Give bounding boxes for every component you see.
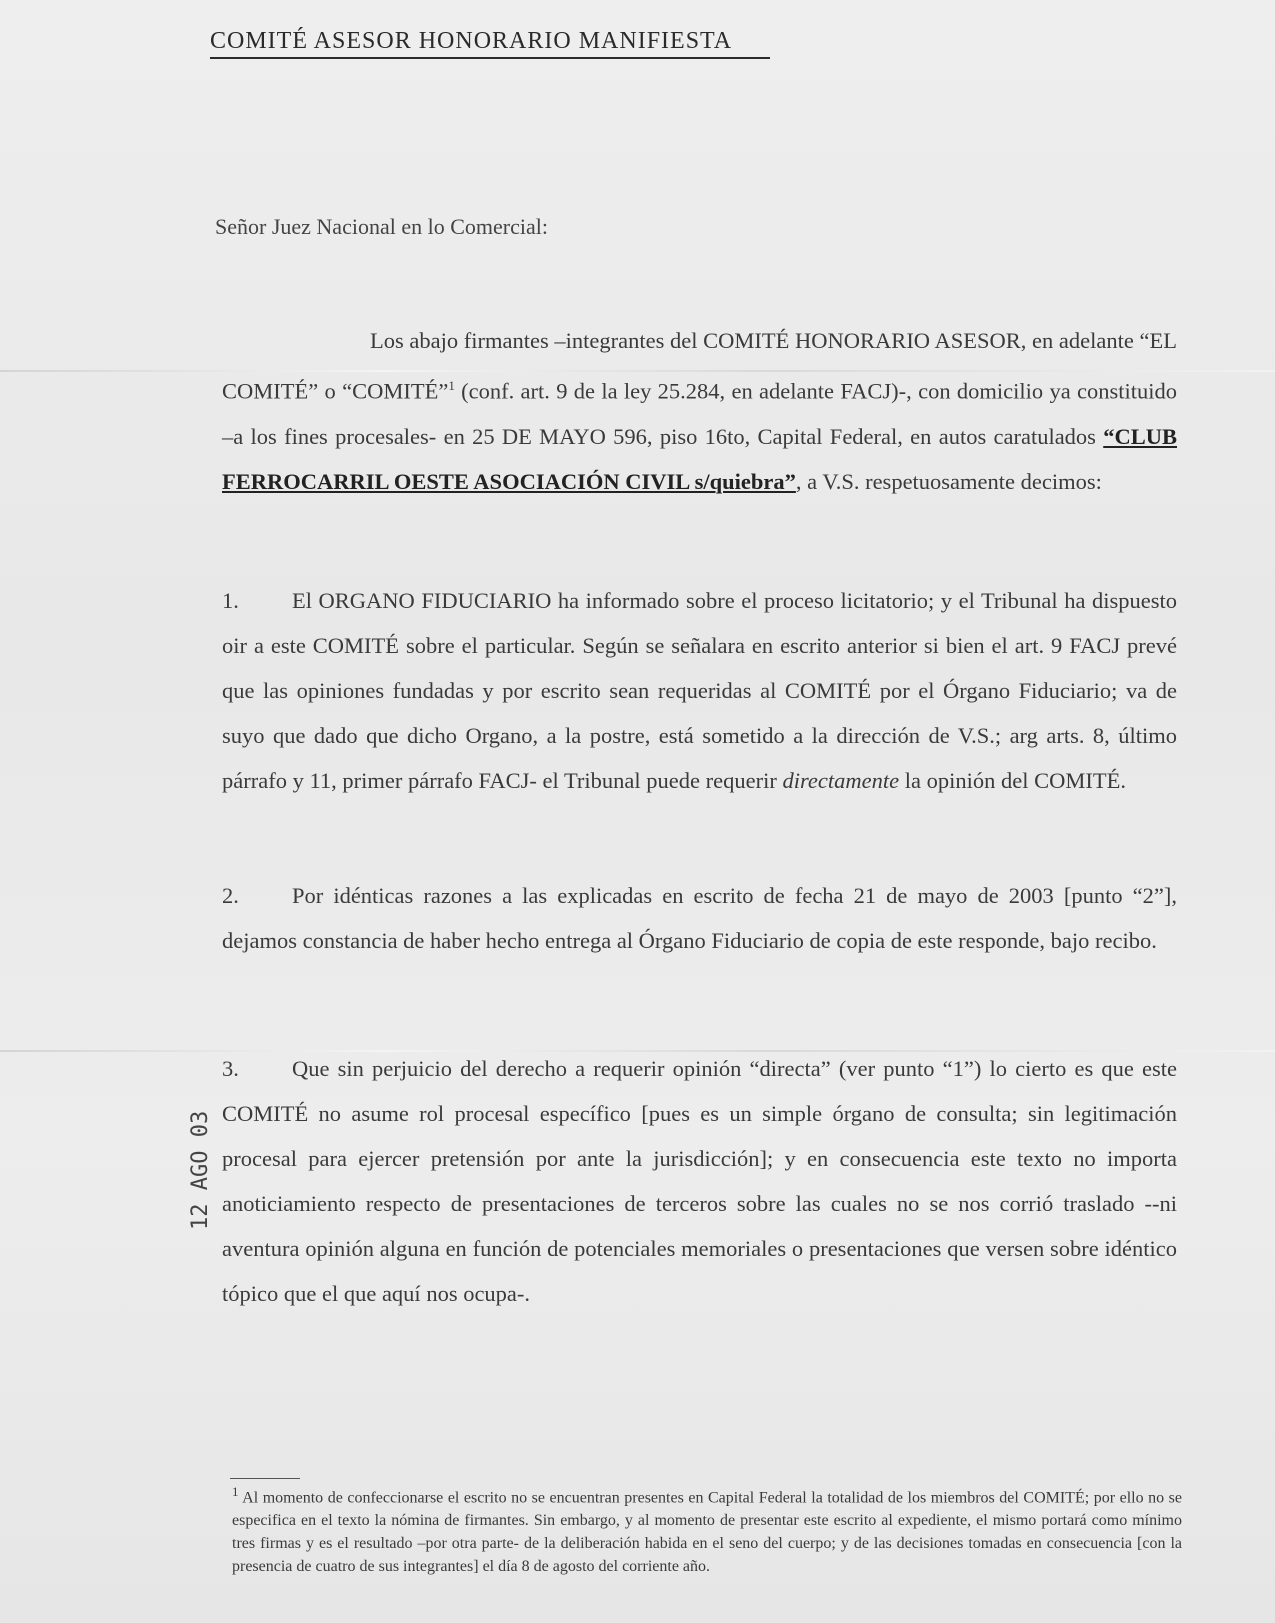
point-2 (222, 873, 1177, 963)
intro-text-2: (conf. art. 9 de la ley 25.284, en adelante FACJ)-, con domicilio ya constituido –a los fines procesales- en 25 DE MAYO 596, piso 16to, Capital Federal, en autos caratulados (222, 378, 1177, 449)
footnote (232, 1480, 1182, 1578)
case-caption: “CLUB FERROCARRIL OESTE ASOCIACIÓN CIVIL s/quiebra” (222, 423, 1177, 494)
document-title: COMITÉ ASESOR HONORARIO MANIFIESTA (210, 28, 770, 59)
date-stamp (188, 1000, 248, 1250)
point-number: 3. (222, 1056, 239, 1081)
point-1-text-a: El ORGANO FIDUCIARIO ha informado sobre el proceso licitatorio; y el Tribunal ha dispuesto oir a este COMITÉ sobre el particular. Según se señalara en escrito anterior si bien el art. 9 FACJ prevé que las opiniones fundadas y por escrito sean requeridas al COMITÉ por el Órgano Fiduciario; va de suyo que dado que dicho Organo, a la postre, está sometido a la dirección de V.S.; arg arts. 8, último párrafo y 11, primer párrafo FACJ- el Tribunal puede requerir (222, 588, 1177, 793)
intro-text-1: Los abajo firmantes –integrantes del COMITÉ HONORARIO ASESOR, en adelante “EL COMITÉ” o “COMITÉ” (222, 328, 1177, 404)
intro-paragraph (222, 318, 1177, 504)
footnote-separator (230, 1478, 300, 1479)
point-number: 2. (222, 883, 239, 908)
intro-text-3: , a V.S. respetuosamente decimos: (795, 468, 1102, 494)
salutation: Señor Juez Nacional en lo Comercial: (215, 214, 548, 239)
footnote-reference: 1 (448, 378, 455, 393)
footnote-text: Al momento de confeccionarse el escrito no se encuentran presentes en Capital Federal la totalidad de los miembros del COMITÉ; por ello no se especifica en el texto la nómina de firmantes. Sin embargo, y al momento de presentar este escrito al expediente, el mismo portará como mínimo tres firmas y es el resultado –por otra parte- de la deliberación habida en el seno del cuerpo; y de las decisiones tomadas en consecuencia [con la presencia de cuatro de sus integrantes] el día 8 de agosto del corriente año. (232, 1489, 1183, 1576)
point-1-text-b: la opinión del COMITÉ. (899, 768, 1126, 793)
date-stamp-text: 12 AGO 03 (188, 1110, 213, 1230)
point-1-emphasis: directamente (782, 768, 900, 793)
point-number: 1. (222, 588, 239, 613)
point-1 (222, 578, 1177, 803)
point-3 (222, 1046, 1177, 1316)
point-3-text: Que sin perjuicio del derecho a requerir opinión “directa” (ver punto “1”) lo cierto es que este COMITÉ no asume rol procesal específico [pues es un simple órgano de consulta; sin legitimación procesal para ejercer pretensión por ante la jurisdicción]; y en consecuencia este texto no importa anoticiamiento respecto de presentaciones de terceros sobre las cuales no se nos corrió traslado --ni aventura opinión alguna en función de potenciales memoriales o presentaciones que versen sobre idéntico tópico que el que aquí nos ocupa-. (222, 1056, 1177, 1306)
point-2-text: Por idénticas razones a las explicadas en escrito de fecha 21 de mayo de 2003 [punto “2”], dejamos constancia de haber hecho entrega al Órgano Fiduciario de copia de este responde, bajo recibo. (222, 883, 1177, 953)
footnote-marker: 1 (232, 1484, 239, 1499)
